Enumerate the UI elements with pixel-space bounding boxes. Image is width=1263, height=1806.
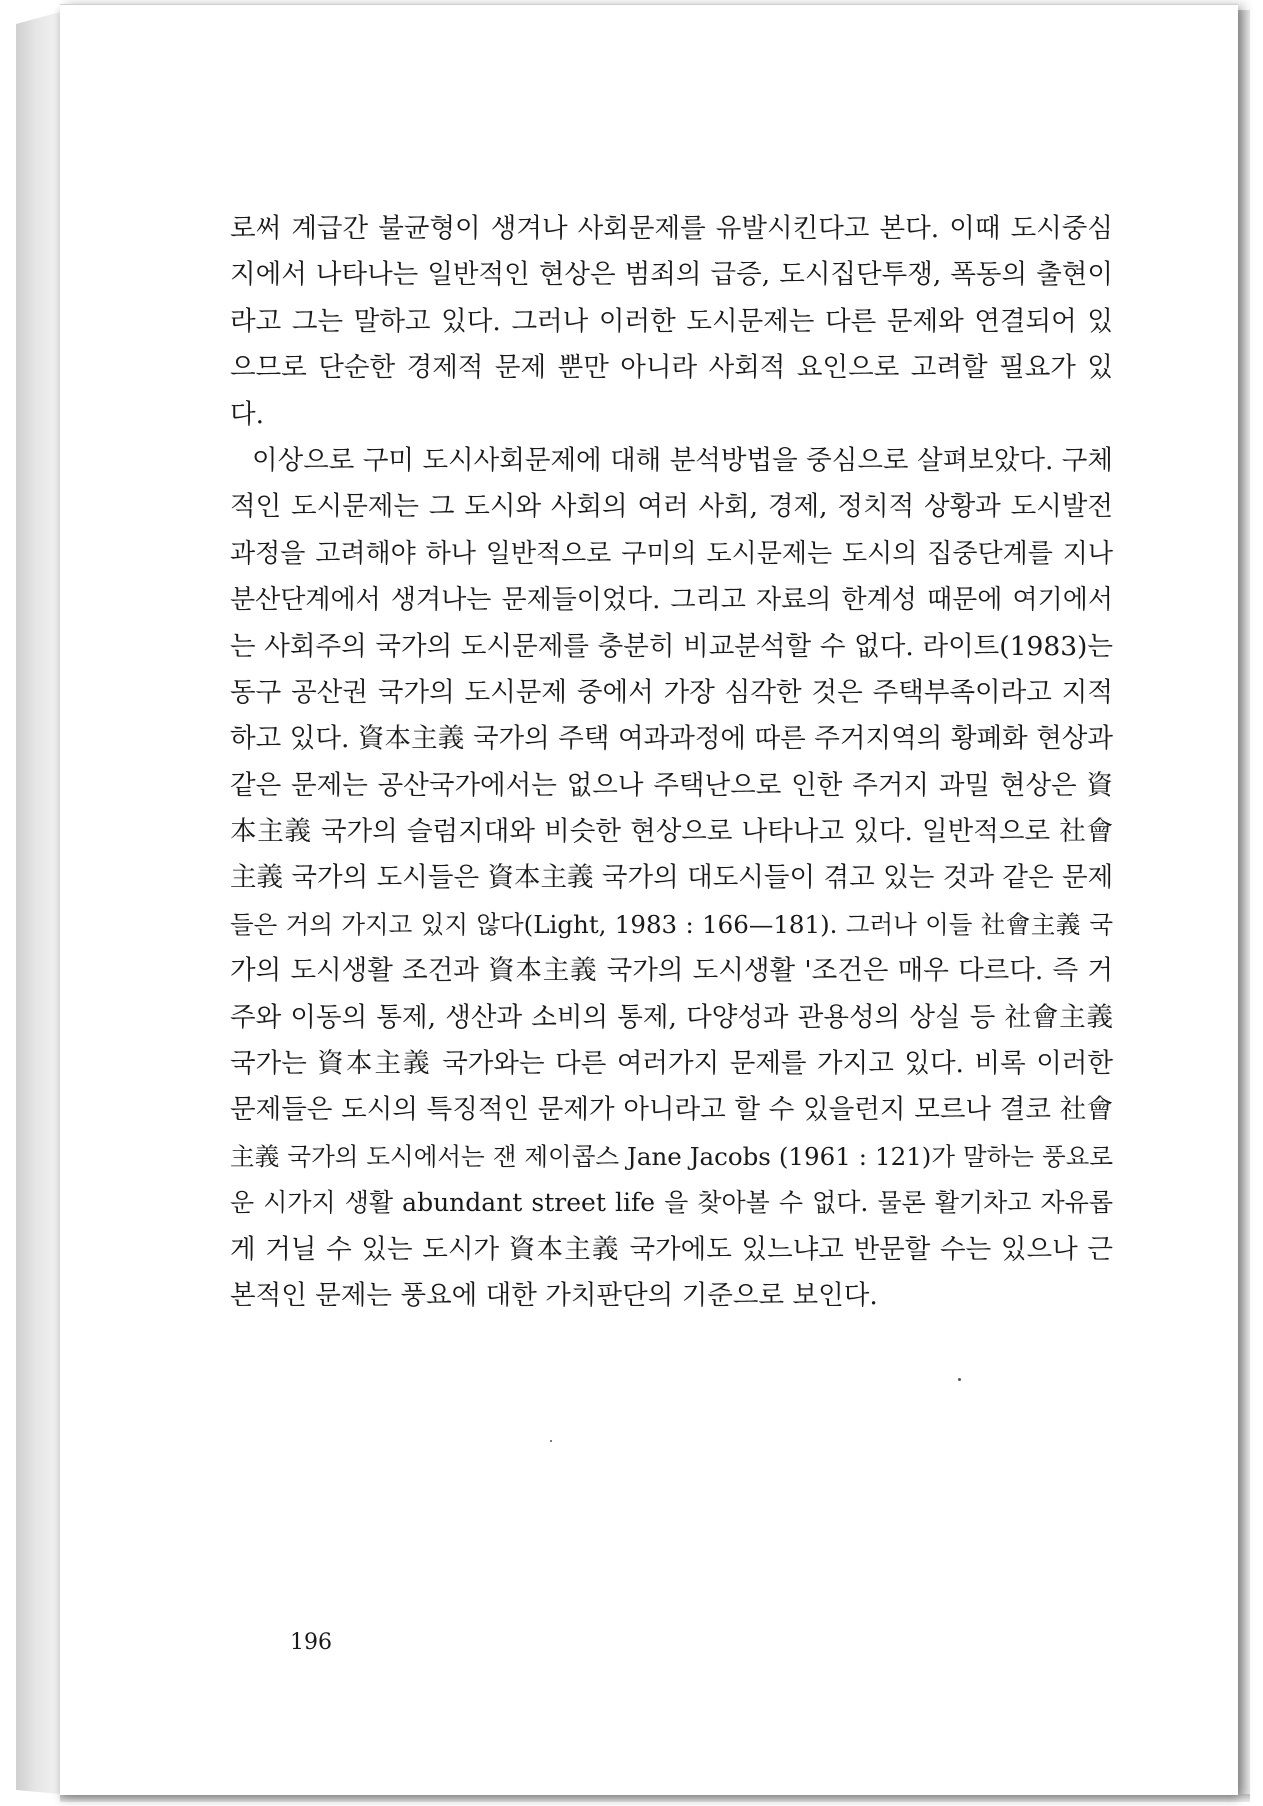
text-line: 本主義 국가의 슬럼지대와 비슷한 현상으로 나타나고 있다. 일반적으로 社會 — [230, 816, 1113, 848]
text-line: 문제들은 도시의 특징적인 문제가 아니라고 할 수 있을런지 모르나 결코 社會 — [230, 1094, 1113, 1126]
page-right-edge — [1238, 10, 1250, 1794]
text-line: 적인 도시문제는 그 도시와 사회의 여러 사회, 경제, 정치적 상황과 도시발전 — [230, 491, 1113, 523]
text-line: 주와 이동의 통제, 생산과 소비의 통제, 다양성과 관용성의 상실 등 社會主義 — [230, 1001, 1113, 1033]
text-line: 지에서 나타나는 일반적인 현상은 범죄의 급증, 도시집단투쟁, 폭동의 출현이 — [230, 259, 1113, 291]
text-line: 하고 있다. 資本主義 국가의 주택 여과과정에 따른 주거지역의 황폐화 현상과 — [230, 723, 1113, 755]
text-line: 이상으로 구미 도시사회문제에 대해 분석방법을 중심으로 살펴보았다. 구체 — [252, 444, 1113, 476]
text-line: 로써 계급간 불균형이 생겨나 사회문제를 유발시킨다고 본다. 이때 도시중심 — [230, 213, 1113, 244]
text-line: 본적인 문제는 풍요에 대한 가치판단의 기준으로 보인다. — [230, 1279, 878, 1311]
text-line: 라고 그는 말하고 있다. 그러나 이러한 도시문제는 다른 문제와 연결되어 있 — [230, 305, 1113, 337]
text-line: 다. — [230, 398, 265, 430]
page-number: 196 — [290, 1630, 332, 1655]
text-line: 들은 거의 가지고 있지 않다(Light, 1983 : 166—181). 그러나 이들 社會主義 국 — [230, 909, 1113, 939]
text-line: 분산단계에서 생겨나는 문제들이었다. 그리고 자료의 한계성 때문에 여기에서 — [230, 585, 1113, 616]
text-line: 같은 문제는 공산국가에서는 없으나 주택난으로 인한 주거지 과밀 현상은 資 — [230, 769, 1113, 801]
text-line: 국가는 資本主義 국가와는 다른 여러가지 문제를 가지고 있다. 비록 이러한 — [230, 1048, 1113, 1080]
scan-speck — [550, 1440, 552, 1442]
scan-speck — [958, 1378, 961, 1381]
text-line: 운 시가지 생활 abundant street life 을 찾아볼 수 없다. 물론 활기차고 자유롭 — [230, 1188, 1113, 1218]
text-line: 主義 국가의 도시에서는 잰 제이콥스 Jane Jacobs (1961 : 121)가 말하는 풍요로 — [230, 1141, 1113, 1171]
body-text — [230, 206, 1113, 1319]
page-bottom-edge — [60, 1794, 1250, 1802]
text-line: 동구 공산권 국가의 도시문제 중에서 가장 심각한 것은 주택부족이라고 지적 — [230, 676, 1113, 708]
text-line: 게 거닐 수 있는 도시가 資本主義 국가에도 있느냐고 반문할 수는 있으나 근 — [230, 1233, 1113, 1265]
book-spine — [16, 12, 60, 1794]
text-line: 과정을 고려해야 하나 일반적으로 구미의 도시문제는 도시의 집중단계를 지나 — [230, 538, 1113, 569]
text-line: 는 사회주의 국가의 도시문제를 충분히 비교분석할 수 없다. 라이트(1983)는 — [230, 630, 1113, 662]
text-line: 가의 도시생활 조건과 資本主義 국가의 도시생활 '조건은 매우 다르다. 즉 거 — [230, 955, 1113, 987]
text-line: 主義 국가의 도시들은 資本主義 국가의 대도시들이 겪고 있는 것과 같은 문제 — [230, 862, 1114, 894]
text-line: 으므로 단순한 경제적 문제 뿐만 아니라 사회적 요인으로 고려할 필요가 있 — [230, 352, 1113, 384]
